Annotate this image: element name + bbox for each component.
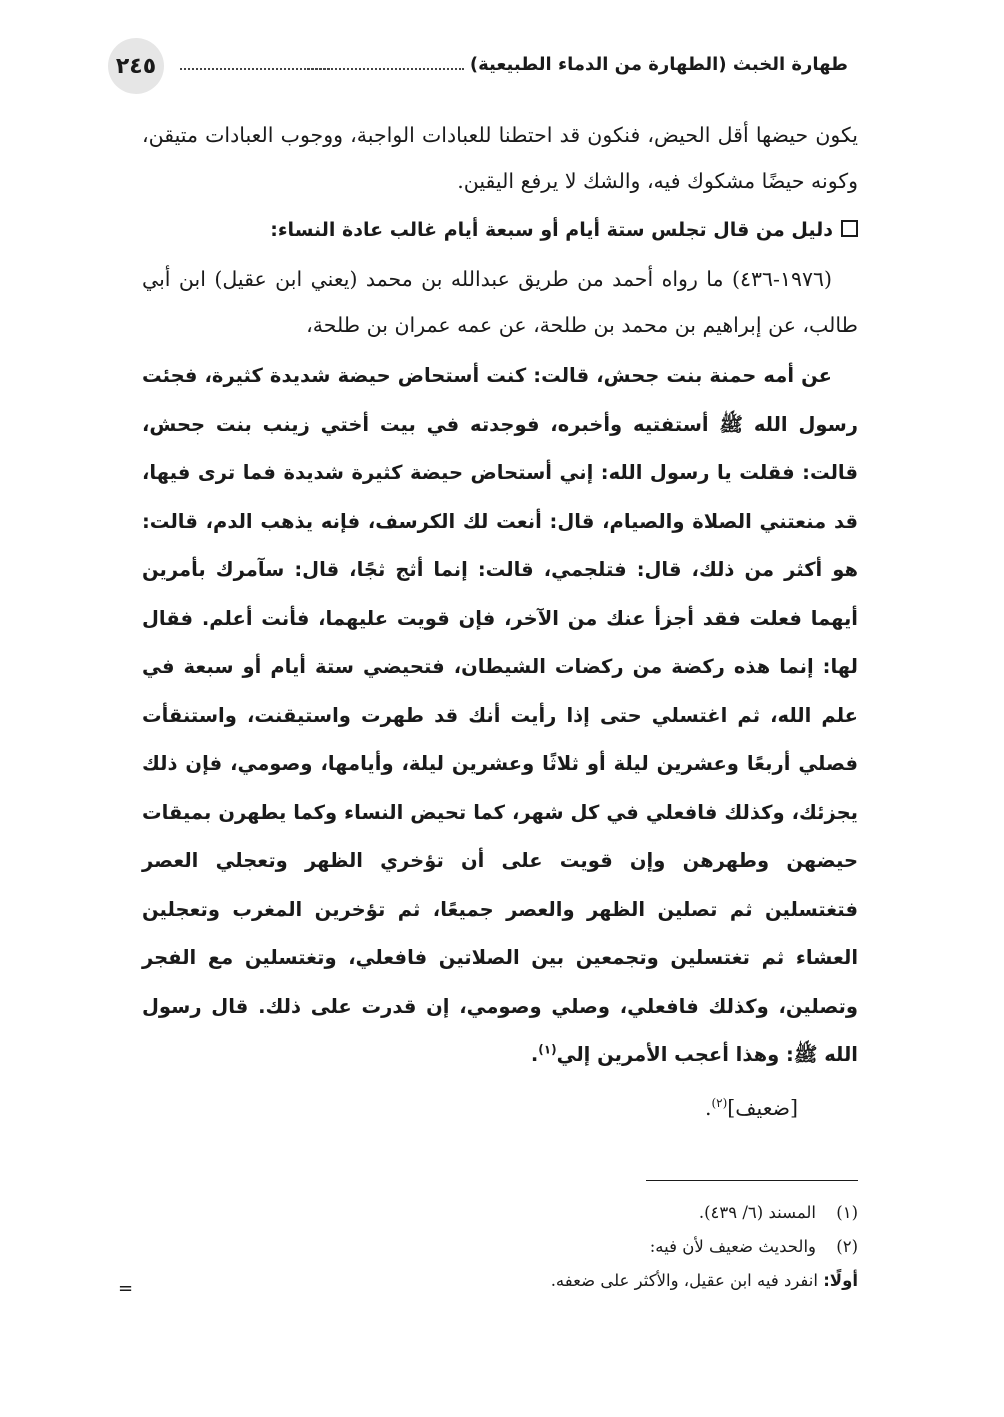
grade-text: [ضعيف] bbox=[727, 1095, 798, 1120]
footnote-2-number: (٢) bbox=[836, 1237, 858, 1256]
footnote-1-number: (١) bbox=[836, 1203, 858, 1222]
footnotes bbox=[142, 1196, 858, 1298]
page-number: ٢٤٥ bbox=[108, 38, 164, 94]
main-text bbox=[142, 112, 858, 1132]
footnote-2 bbox=[142, 1230, 858, 1264]
header-dotted-leader-left bbox=[180, 68, 330, 70]
footnote-2-point-1-lead: أولًا: bbox=[823, 1271, 858, 1290]
section-heading-text: دليل من قال تجلس ستة أيام أو سبعة أيام غالب عادة النساء: bbox=[270, 219, 833, 241]
header-title-group bbox=[304, 48, 848, 80]
footnote-2-point-1-text: انفرد فيه ابن عقيل، والأكثر على ضعفه. bbox=[550, 1271, 818, 1290]
footnote-separator bbox=[646, 1180, 858, 1181]
hadith-end-punct: . bbox=[530, 1043, 539, 1066]
running-header bbox=[108, 38, 848, 96]
footnote-2-point-1 bbox=[142, 1264, 858, 1298]
footnote-ref-2[interactable]: (٢) bbox=[711, 1095, 728, 1110]
paragraph-continuation: يكون حيضها أقل الحيض، فنكون قد احتطنا للعبادات الواجبة، ووجوب العبادات متيقن، وكونه حيضًا مشكوك فيه، والشك لا يرفع اليقين. bbox=[142, 123, 858, 193]
footnote-2-text: والحديث ضعيف لأن فيه: bbox=[649, 1237, 816, 1256]
footnote-1-text: المسند (٦/ ٤٣٩). bbox=[698, 1203, 816, 1222]
footnote-1 bbox=[142, 1196, 858, 1230]
hadith-chain: (١٩٧٦-٤٣٦) ما رواه أحمد من طريق عبدالله بن محمد (يعني ابن عقيل) ابن أبي طالب، عن إبراهيم بن محمد بن طلحة، عن عمه عمران بن طلحة، bbox=[142, 267, 858, 337]
square-bullet-icon bbox=[841, 220, 858, 237]
footnote-ref-1[interactable]: (١) bbox=[538, 1042, 557, 1057]
footnote-continued-mark: = bbox=[118, 1278, 134, 1299]
hadith-body: عن أمه حمنة بنت جحش، قالت: كنت أستحاض حيضة شديدة كثيرة، فجئت رسول الله ﷺ أستفتيه وأخبره، فوجدته في بيت أختي زينب بنت جحش، قالت: فقلت يا رسول الله: إني أستحاض حيضة كثيرة شديدة فما ترى فيها، قد منعتني الصلاة والصيام، قال: أنعت لك الكرسف، فإنه يذهب الدم، قالت: هو أكثر من ذلك، قال: فتلجمي، قالت: إنما أثج ثجًا، قال: سآمرك بأمرين أيهما فعلت فقد أجزأ عنك من الآخر، فإن قويت عليهما، فأنت أعلم. فقال لها: إنما هذه ركضة من ركضات الشيطان، فتحيضي ستة أيام أو سبعة في علم الله، ثم اغتسلي حتى إذا رأيت أنك قد طهرت واستيقنت، واستنقأت فصلي أربعًا وعشرين ليلة أو ثلاثًا وعشرين ليلة، وأيامها، وصومي، فإن ذلك يجزئك، وكذلك فافعلي في كل شهر، كما تحيض النساء وكما يطهرن بميقات حيضهن وطهرهن وإن قويت على أن تؤخري الظهر وتعجلي العصر فتغتسلين ثم تصلين الظهر والعصر جميعًا، ثم تؤخرين المغرب وتعجلين العشاء ثم تغتسلين وتجمعين بين الصلاتين فافعلي، وتغتسلين مع الفجر وتصلين، وكذلك فافعلي، وصلي وصومي، إن قدرت على ذلك. قال رسول الله ﷺ: وهذا أعجب الأمرين إلي bbox=[142, 364, 858, 1066]
section-heading bbox=[142, 204, 858, 256]
hadith-grade bbox=[142, 1084, 858, 1132]
header-title: طهارة الخبث (الطهارة من الدماء الطبيعية) bbox=[469, 53, 848, 75]
grade-end-punct: . bbox=[704, 1095, 712, 1120]
hadith-text bbox=[142, 352, 858, 1080]
